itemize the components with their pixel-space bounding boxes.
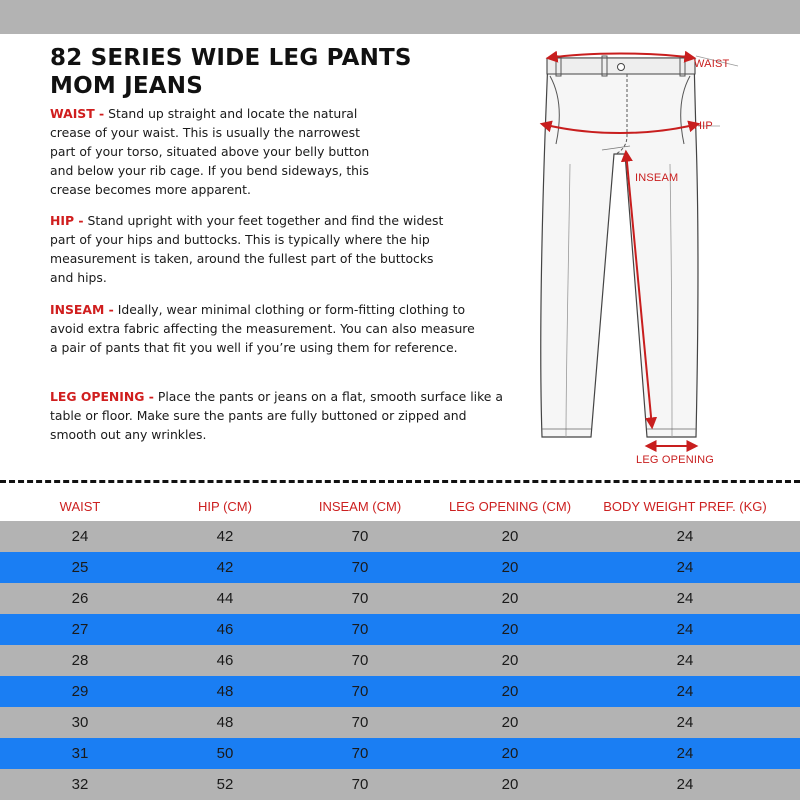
pants-measurement-diagram [530, 44, 800, 474]
cell-hip: 48 [216, 683, 234, 700]
leg-opening-text: Place the pants or jeans on a flat, smooth surface like a table or floor. Make sure the pants are fully buttoned or zipped and smooth out any wrinkles. [50, 389, 503, 442]
hip-label: HIP - [50, 213, 84, 228]
cell-inseam: 70 [351, 714, 369, 731]
size-table-header [0, 494, 800, 520]
cell-inseam: 70 [351, 590, 369, 607]
diagram-leg-opening-label: LEG OPENING [636, 454, 714, 466]
diagram-waist-label: WAIST [694, 58, 730, 70]
page-title: 82 SERIES WIDE LEG PANTS MOM JEANS [50, 45, 412, 99]
table-row [0, 583, 800, 614]
hip-text: Stand upright with your feet together and find the widest part of your hips and buttocks. This is typically where the hip measurement is taken, around the fullest part of the buttocks and hips. [50, 213, 444, 285]
cell-inseam: 70 [351, 652, 369, 669]
waist-instruction [50, 104, 375, 199]
diagram-inseam-label: INSEAM [635, 172, 679, 184]
cell-body-weight: 24 [676, 776, 694, 793]
leg-opening-label: LEG OPENING - [50, 389, 154, 404]
cell-body-weight: 24 [676, 745, 694, 762]
button-icon [618, 64, 625, 71]
cell-hip: 42 [216, 559, 234, 576]
cell-hip: 46 [216, 652, 234, 669]
cell-waist: 31 [71, 745, 89, 762]
hip-instruction [50, 211, 445, 287]
table-row [0, 676, 800, 707]
cell-leg-opening: 20 [501, 745, 519, 762]
cell-inseam: 70 [351, 559, 369, 576]
cell-inseam: 70 [351, 528, 369, 545]
cell-leg-opening: 20 [501, 714, 519, 731]
cell-leg-opening: 20 [501, 528, 519, 545]
cell-hip: 52 [216, 776, 234, 793]
cell-hip: 50 [216, 745, 234, 762]
table-row [0, 738, 800, 769]
header-body-weight: BODY WEIGHT PREF. (KG) [603, 499, 767, 514]
diagram-hip-label: HIP [694, 120, 713, 132]
cell-body-weight: 24 [676, 683, 694, 700]
cell-body-weight: 24 [676, 590, 694, 607]
cell-inseam: 70 [351, 683, 369, 700]
inseam-text: Ideally, wear minimal clothing or form-fitting clothing to avoid extra fabric affecting the measurement. You can also measure a pair of pants that fit you well if you’re using them for reference. [50, 302, 475, 355]
cell-waist: 25 [71, 559, 89, 576]
cell-waist: 26 [71, 590, 89, 607]
waist-arrow [548, 54, 694, 59]
pants-outline [541, 58, 698, 437]
cell-hip: 48 [216, 714, 234, 731]
header-waist: WAIST [59, 499, 101, 514]
cell-body-weight: 24 [676, 621, 694, 638]
cell-inseam: 70 [351, 621, 369, 638]
cell-leg-opening: 20 [501, 776, 519, 793]
cell-waist: 28 [71, 652, 89, 669]
inseam-instruction [50, 300, 480, 357]
top-band [0, 0, 800, 34]
cell-inseam: 70 [351, 776, 369, 793]
cell-waist: 30 [71, 714, 89, 731]
cell-body-weight: 24 [676, 652, 694, 669]
cell-body-weight: 24 [676, 528, 694, 545]
cell-waist: 24 [71, 528, 89, 545]
header-hip: HIP (CM) [198, 499, 252, 514]
table-row [0, 645, 800, 676]
cell-inseam: 70 [351, 745, 369, 762]
waist-text: Stand up straight and locate the natural crease of your waist. This is usually the narrowest part of your torso, situated above your belly button and below your rib cage. If you bend sideways, this crease becomes more apparent. [50, 106, 370, 197]
cell-leg-opening: 20 [501, 652, 519, 669]
cell-body-weight: 24 [676, 559, 694, 576]
header-leg-opening: LEG OPENING (CM) [448, 499, 572, 514]
cell-leg-opening: 20 [501, 590, 519, 607]
table-row [0, 521, 800, 552]
waist-label: WAIST - [50, 106, 105, 121]
cell-body-weight: 24 [676, 714, 694, 731]
pants-illustration [530, 44, 800, 474]
table-row [0, 614, 800, 645]
cell-hip: 44 [216, 590, 234, 607]
table-row [0, 769, 800, 800]
cell-leg-opening: 20 [501, 621, 519, 638]
cell-waist: 32 [71, 776, 89, 793]
dashed-divider [0, 480, 800, 483]
inseam-label: INSEAM - [50, 302, 114, 317]
cell-leg-opening: 20 [501, 683, 519, 700]
cell-hip: 46 [216, 621, 234, 638]
header-inseam: INSEAM (CM) [318, 499, 402, 514]
leg-opening-instruction [50, 387, 505, 444]
table-row [0, 707, 800, 738]
cell-waist: 27 [71, 621, 89, 638]
size-table [0, 521, 800, 800]
cell-hip: 42 [216, 528, 234, 545]
cell-waist: 29 [71, 683, 89, 700]
table-row [0, 552, 800, 583]
cell-leg-opening: 20 [501, 559, 519, 576]
